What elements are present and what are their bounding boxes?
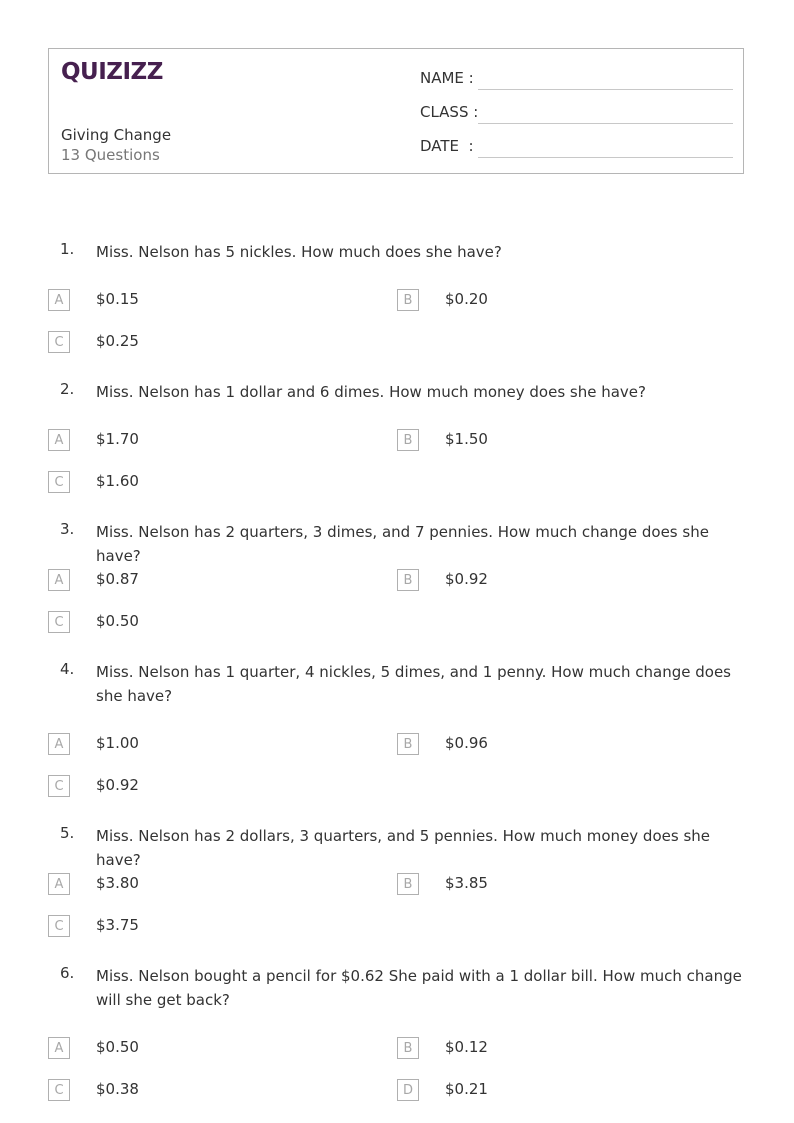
question-text: Miss. Nelson has 1 quarter, 4 nickles, 5 dimes, and 1 penny. How much change does she have?: [96, 663, 731, 705]
option-value: $0.96: [445, 734, 488, 752]
option-value: $0.38: [96, 1080, 139, 1098]
option-letter-box: C: [48, 331, 70, 353]
option-letter-box: B: [397, 873, 419, 895]
option-value: $0.92: [445, 570, 488, 588]
option-value: $1.50: [445, 430, 488, 448]
option-letter-box: B: [397, 733, 419, 755]
option-value: $1.70: [96, 430, 139, 448]
question-number: 5.: [60, 824, 75, 842]
option-value: $1.00: [96, 734, 139, 752]
option-letter-box: A: [48, 289, 70, 311]
question-text: Miss. Nelson bought a pencil for $0.62 She paid with a 1 dollar bill. How much change will she get back?: [96, 967, 742, 1009]
option-letter-box: D: [397, 1079, 419, 1101]
option-value: $0.12: [445, 1038, 488, 1056]
question-count: 13 Questions: [61, 146, 160, 164]
worksheet-header: [48, 48, 744, 174]
option-letter-box: B: [397, 569, 419, 591]
quizizz-logo: QUIZIZZ: [61, 59, 163, 85]
question-text: Miss. Nelson has 5 nickles. How much does she have?: [96, 243, 502, 261]
date-field-line[interactable]: [478, 157, 733, 158]
option-value: $3.80: [96, 874, 139, 892]
question-text: Miss. Nelson has 1 dollar and 6 dimes. How much money does she have?: [96, 383, 646, 401]
option-letter-box: B: [397, 289, 419, 311]
option-letter-box: A: [48, 569, 70, 591]
question-number: 2.: [60, 380, 75, 398]
option-value: $0.50: [96, 612, 139, 630]
question-number: 6.: [60, 964, 75, 982]
option-letter-box: B: [397, 1037, 419, 1059]
name-field-line[interactable]: [478, 89, 733, 90]
option-value: $3.75: [96, 916, 139, 934]
date-label: DATE :: [420, 137, 474, 155]
question-number: 1.: [60, 240, 75, 258]
option-value: $0.92: [96, 776, 139, 794]
option-value: $0.15: [96, 290, 139, 308]
class-field-line[interactable]: [478, 123, 733, 124]
option-letter-box: A: [48, 1037, 70, 1059]
option-value: $1.60: [96, 472, 139, 490]
option-value: $0.21: [445, 1080, 488, 1098]
option-letter-box: C: [48, 915, 70, 937]
question-number: 3.: [60, 520, 75, 538]
worksheet-title: Giving Change: [61, 126, 172, 144]
option-letter-box: C: [48, 775, 70, 797]
name-label: NAME :: [420, 69, 474, 87]
option-letter-box: A: [48, 733, 70, 755]
question-text: Miss. Nelson has 2 dollars, 3 quarters, and 5 pennies. How much money does she have?: [96, 827, 710, 869]
option-value: $3.85: [445, 874, 488, 892]
option-letter-box: A: [48, 429, 70, 451]
option-value: $0.87: [96, 570, 139, 588]
question-text: Miss. Nelson has 2 quarters, 3 dimes, and 7 pennies. How much change does she have?: [96, 523, 709, 565]
option-letter-box: C: [48, 611, 70, 633]
option-value: $0.20: [445, 290, 488, 308]
class-label: CLASS :: [420, 103, 479, 121]
option-letter-box: C: [48, 471, 70, 493]
option-letter-box: C: [48, 1079, 70, 1101]
question-number: 4.: [60, 660, 75, 678]
option-value: $0.25: [96, 332, 139, 350]
option-letter-box: A: [48, 873, 70, 895]
option-letter-box: B: [397, 429, 419, 451]
option-value: $0.50: [96, 1038, 139, 1056]
